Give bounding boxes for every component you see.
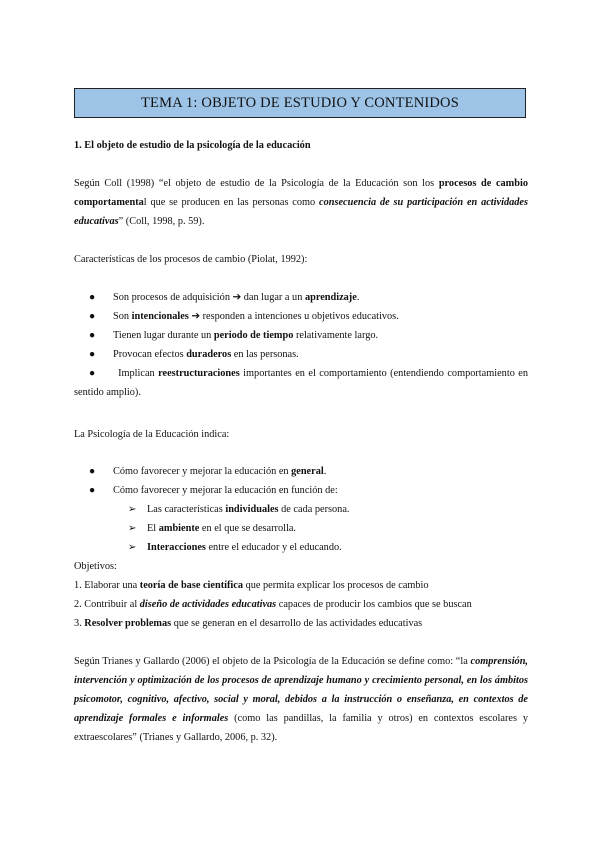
arrow-icon: ➢ xyxy=(128,504,137,515)
item-bold: periodo de tiempo xyxy=(213,330,294,341)
objetivo-item xyxy=(74,595,472,614)
item-bold: general xyxy=(291,466,324,477)
item-text: Provocan efectos xyxy=(113,349,187,360)
item-text-end: capaces de producir los cambios que se buscan xyxy=(276,599,472,610)
item-text-end: importantes en el comportamiento (entendiendo comportamiento en sentido amplio). xyxy=(74,368,528,398)
item-bold: duraderos xyxy=(186,349,232,360)
item-text-end: que se generan en el desarrollo de las actividades educativas xyxy=(171,618,423,629)
item-bold: diseño de actividades educativas xyxy=(139,599,277,610)
item-bold: individuales xyxy=(225,504,279,515)
item-text: 3. xyxy=(74,618,85,629)
bullet-icon: ● xyxy=(89,485,96,496)
list-item xyxy=(74,364,528,402)
bullet-icon: ● xyxy=(89,292,96,303)
arrow-icon: ➢ xyxy=(128,542,137,553)
arrow-icon: ➢ xyxy=(128,523,137,534)
page-title: TEMA 1: OBJETO DE ESTUDIO Y CONTENIDOS xyxy=(141,94,459,111)
item-bold: ambiente xyxy=(158,523,200,534)
psico-intro: La Psicología de la Educación indica: xyxy=(74,429,230,440)
item-text: 1. Elaborar una xyxy=(74,580,140,591)
item-text-end: ➔ responden a intenciones u objetivos educativos. xyxy=(188,311,399,322)
item-text: Son procesos de adquisición ➔ dan lugar a un xyxy=(113,292,305,303)
item-text: Cómo favorecer y mejorar la educación en función de: xyxy=(113,485,338,496)
objetivo-item xyxy=(74,576,429,595)
objetivo-item xyxy=(74,614,422,633)
coll-bold-2: consecuencia de su participación en actividades educativas xyxy=(74,197,528,227)
item-text: 2. Contribuir al xyxy=(74,599,140,610)
item-bold: teoría de base científica xyxy=(139,580,243,591)
item-text-end: . xyxy=(356,292,360,303)
bullet-icon: ● xyxy=(89,311,96,322)
coll-paragraph xyxy=(74,174,528,231)
section-heading-text: 1. El objeto de estudio de la psicología de la educación xyxy=(74,140,311,151)
objetivos-label: Objetivos: xyxy=(74,561,117,572)
trianes-paragraph xyxy=(74,652,528,747)
trianes-text-1: Según Trianes y Gallardo (2006) el objeto de la Psicología de la Educación se define como: “la xyxy=(74,656,471,667)
item-bold: aprendizaje xyxy=(304,292,357,303)
item-bold: intencionales xyxy=(131,311,189,322)
item-text-end: que permita explicar los procesos de cambio xyxy=(243,580,429,591)
bullet-icon: ● xyxy=(89,368,97,379)
item-text: Cómo favorecer y mejorar la educación en xyxy=(113,466,292,477)
item-text: Las características xyxy=(147,504,226,515)
item-text: Tienen lugar durante un xyxy=(113,330,214,341)
item-text: El xyxy=(147,523,159,534)
item-bold: Resolver problemas xyxy=(84,618,172,629)
item-bold: reestructuraciones xyxy=(158,368,240,379)
item-text-end: relativamente largo. xyxy=(293,330,379,341)
item-text: Son xyxy=(113,311,132,322)
caracteristicas-intro: Características de los procesos de cambio (Piolat, 1992): xyxy=(74,254,308,265)
item-text-end: . xyxy=(323,466,327,477)
item-text-end: entre el educador y el educando. xyxy=(205,542,342,553)
coll-text-3: ” (Coll, 1998, p. 59). xyxy=(118,216,205,227)
item-text-end: de cada persona. xyxy=(278,504,350,515)
item-bold: Interacciones xyxy=(147,542,206,553)
trianes-bold: comprensión, intervención y optimización de los procesos de aprendizaje humano y crecimiento personal, en los ámbitos psicomotor, cognitivo, afectivo, social y moral, debidos a la instrucción o enseñanza, en contextos de aprendizaje formales e informales xyxy=(74,656,528,724)
bullet-icon: ● xyxy=(89,466,96,477)
item-text-end: en el que se desarrolla. xyxy=(199,523,296,534)
section-heading xyxy=(74,136,528,155)
coll-text-1: Según Coll (1998) “el objeto de estudio de la Psicología de la Educación son los xyxy=(74,178,439,189)
coll-text-2: l que se producen en las personas como xyxy=(143,197,319,208)
bullet-icon: ● xyxy=(89,330,96,341)
item-text-end: en las personas. xyxy=(231,349,299,360)
bullet-icon: ● xyxy=(89,349,96,360)
coll-bold-1: procesos de cambio comportamenta xyxy=(74,178,528,208)
trianes-text-2: (como las pandillas, la familia y otros) en contextos escolares y extraescolares” (Trianes y Gallardo, 2006, p. 32). xyxy=(74,713,528,743)
item-text: Implican xyxy=(118,368,159,379)
title-box xyxy=(74,88,526,118)
